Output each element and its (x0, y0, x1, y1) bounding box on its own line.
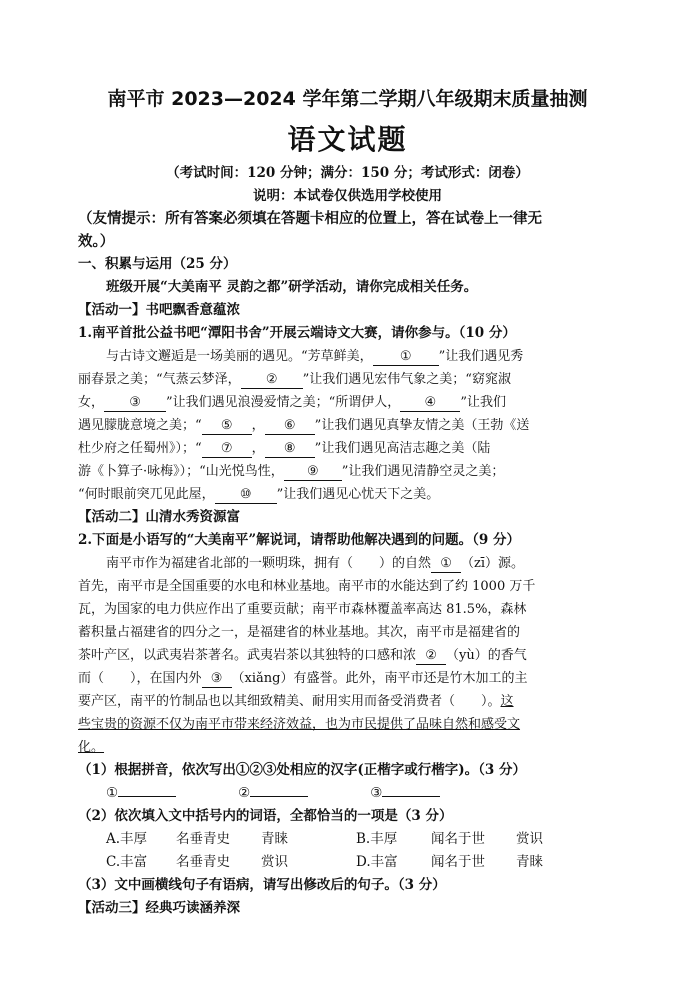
q2-line (78, 667, 618, 690)
option-word: 赏识 (261, 854, 288, 870)
answer-blank (202, 671, 232, 688)
q2-text: 而（ ），在国内外 (78, 671, 202, 686)
q1-text: 杜少府之任蜀州》）；“ (78, 441, 202, 456)
q2-text: 南平市作为福建省北部的一颗明珠，拥有（ ）的自然 (106, 556, 432, 571)
question-2-title: 2.下面是小语写的“大美南平”解说词，请帮助他解决遇到的问题。（9 分） (78, 532, 520, 548)
answer-blank (265, 418, 315, 435)
option-word: 青睐 (516, 854, 543, 870)
options-row (106, 851, 646, 874)
answer-blank (284, 464, 342, 481)
q2-text: （xiǎng）有盛誉。此外，南平市还是竹木加工的主 (231, 671, 528, 686)
sub-question-3: （3）文中画横线句子有语病，请写出修改后的句子。（3 分） (78, 877, 446, 893)
q1-text: ”让我们遇见真挚友情之美（王勃《送 (314, 418, 530, 433)
q1-text: 女， (78, 395, 105, 410)
answer-blank (416, 648, 446, 665)
answer-blank (215, 487, 277, 504)
underlined-sentence: 这 (500, 694, 514, 709)
blank-number: ⑩ (239, 487, 252, 502)
activity-2-heading: 【活动二】山清水秀资源富 (78, 509, 240, 525)
option-c: C.丰富 (106, 854, 148, 870)
q2-text: 茶叶产区，以武夷岩茶著名。武夷岩茶以其独特的口感和浓 (78, 648, 417, 663)
q1-text: ， (251, 441, 265, 456)
blank-number: ① (106, 785, 119, 801)
q1-line (78, 414, 618, 437)
usage-note: 说明：本试卷仅供选用学校使用 (253, 188, 442, 204)
tip-line-2: 效。） (78, 233, 115, 250)
exam-info: （考试时间：120 分钟；满分：150 分；考试形式：闭卷） (166, 165, 529, 181)
option-word: 名垂青史 (176, 831, 230, 847)
q1-text: ”让我们遇见心忧天下之美。 (276, 487, 440, 502)
q2-line: 首先，南平市是全国重要的水电和林业基地。南平市的水能达到了约 1000 万千 (78, 579, 536, 594)
q2-text: 要产区，南平的竹制品也以其细致精美、耐用实用而备受消费者（ ）。 (78, 694, 501, 709)
q1-text: ”让我们遇见宏伟气象之美；“窈窕淑 (302, 372, 511, 387)
q1-line (78, 391, 618, 414)
answer-blank (400, 395, 460, 412)
q2-line (78, 644, 618, 667)
section-title: 一、积累与运用（25 分） (78, 256, 237, 272)
q1-text: 丽春景之美；“气蒸云梦泽， (78, 372, 241, 387)
activity-1-heading: 【活动一】书吧飘香意蕴浓 (78, 302, 240, 318)
tip-line-1: （友情提示：所有答案必须填在答题卡相应的位置上，答在试卷上一律无 (78, 210, 542, 227)
option-a: A.丰厚 (106, 831, 148, 847)
q2-text: （yù）的香气 (446, 648, 527, 663)
underlined-sentence: 化。 (78, 740, 105, 755)
blank-number: ⑤ (220, 418, 233, 433)
q1-line (78, 483, 618, 506)
answer-blank (382, 796, 440, 797)
exam-title: 南平市 2023—2024 学年第二学期八年级期末质量抽测 (107, 88, 588, 110)
q2-text: （zī）源。 (461, 556, 525, 571)
blank-number: ③ (210, 671, 223, 686)
answer-blank (265, 441, 315, 458)
blank-number: ⑦ (220, 441, 233, 456)
q1-text: ”让我们 (460, 395, 506, 410)
option-d: D.丰富 (356, 854, 398, 870)
answer-blank (373, 349, 439, 366)
sub-question-1: （1）根据拼音，依次写出①②③处相应的汉字(正楷字或行楷字)。（3 分） (78, 762, 527, 778)
q1-text: ， (251, 418, 265, 433)
option-word: 赏识 (516, 831, 543, 847)
q1-text: 遇见朦胧意境之美；“ (78, 418, 202, 433)
blank-number: ① (440, 556, 452, 571)
q2-line (106, 552, 646, 575)
option-b: B.丰厚 (356, 831, 398, 847)
q2-line (78, 690, 618, 713)
answer-blank (104, 395, 166, 412)
answer-blank (241, 372, 303, 389)
sub1-blanks (106, 782, 646, 805)
blank-number: ④ (424, 395, 437, 410)
blank-number: ② (265, 372, 278, 387)
q1-text: ”让我们遇见高洁志趣之美（陆 (314, 441, 491, 456)
option-word: 闻名于世 (431, 854, 485, 870)
q2-line: 瓦，为国家的电力供应作出了重要贡献；南平市森林覆盖率高达 81.5%，森林 (78, 602, 527, 617)
option-word: 青睐 (261, 831, 288, 847)
answer-blank (431, 556, 461, 573)
blank-number: ① (399, 349, 412, 364)
answer-blank (250, 796, 308, 797)
blank-number: ⑨ (306, 464, 319, 479)
answer-blank (202, 418, 252, 435)
answer-blank (118, 796, 176, 797)
q1-line (78, 460, 618, 483)
q1-text: ”让我们遇见浪漫爱情之美；“所谓伊人， (166, 395, 401, 410)
q1-text: ”让我们遇见秀 (438, 349, 524, 364)
q1-line (78, 437, 618, 460)
options-row (106, 828, 646, 851)
blank-number: ② (238, 785, 251, 801)
q1-text: 与古诗文邂逅是一场美丽的遇见。“芳草鲜美， (106, 349, 373, 364)
blank-number: ③ (370, 785, 383, 801)
blank-number: ⑥ (283, 418, 296, 433)
underlined-sentence: 些宝贵的资源不仅为南平市带来经济效益，也为市民提供了品味自然和感受文 (78, 717, 521, 732)
subject-title: 语文试题 (287, 123, 408, 156)
q2-line: 蓄积量占福建省的四分之一，是福建省的林业基地。其次，南平市是福建省的 (78, 625, 521, 640)
question-1-title: 1.南平首批公益书吧“潭阳书舍”开展云端诗文大赛，请你参与。（10 分） (78, 325, 516, 341)
q1-line (106, 345, 646, 368)
sub-question-2: （2）依次填入文中括号内的词语，全都恰当的一项是（3 分） (78, 808, 453, 824)
q1-text: 游《卜算子·咏梅》）；“山光悦鸟性， (78, 464, 284, 479)
blank-number: ② (425, 648, 437, 663)
blank-number: ③ (129, 395, 141, 410)
q1-text: ”让我们遇见清静空灵之美； (341, 464, 505, 479)
q1-line (78, 368, 618, 391)
q1-text: “何时眼前突兀见此屋， (78, 487, 215, 502)
blank-number: ⑧ (283, 441, 296, 456)
answer-blank (202, 441, 252, 458)
section-intro: 班级开展“大美南平 灵韵之都”研学活动，请你完成相关任务。 (106, 279, 478, 295)
option-word: 闻名于世 (431, 831, 485, 847)
activity-3-heading: 【活动三】经典巧读涵养深 (78, 900, 240, 916)
option-word: 名垂青史 (176, 854, 230, 870)
